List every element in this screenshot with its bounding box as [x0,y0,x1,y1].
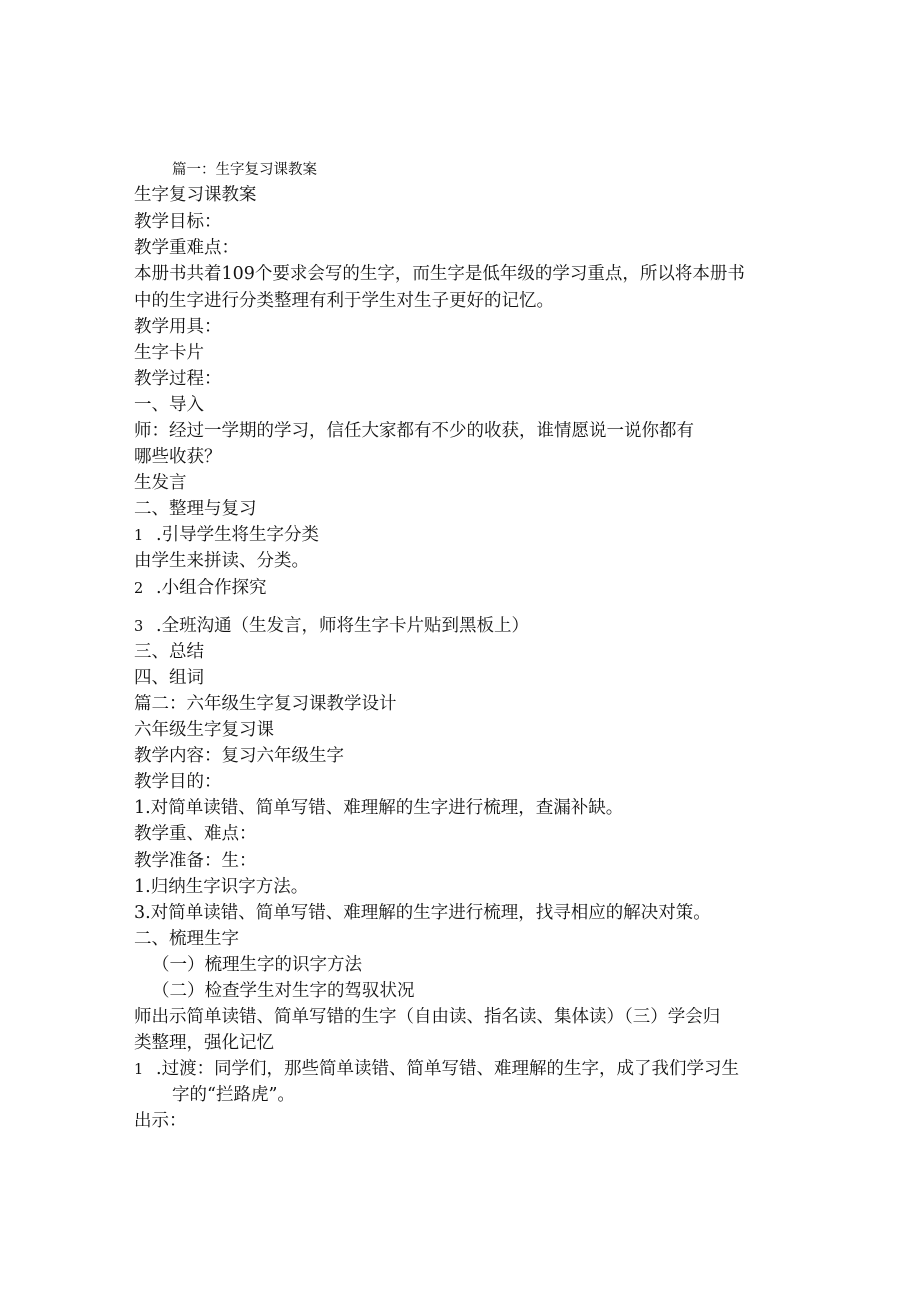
text-line: 本册书共着109个要求会写的生字，而生字是低年级的学习重点，所以将本册书 [134,264,745,284]
list-number: 3 [134,619,144,635]
list-text: .引导学生将生字分类 [156,525,320,545]
text-line: 二、整理与复习 [134,499,257,519]
doc-title-2: 六年级生字复习课 [134,720,274,740]
text-line: 生发言 [134,473,187,493]
text-line: 1.对简单读错、简单写错、难理解的生字进行梳理，查漏补缺。 [134,798,624,818]
text-line: 字的“拦路虎”。 [172,1085,295,1105]
text-line: 由学生来拼读、分类。 [134,551,309,571]
text-line: 教学目的： [134,772,222,792]
text-line: 类整理，强化记忆 [134,1033,274,1053]
list-text: .全班沟通（生发言，师将生字卡片贴到黑板上） [156,616,530,636]
list-item [134,1058,739,1081]
section-heading-1: 篇一：生字复习课教案 [172,162,317,178]
text-line: 出示： [134,1111,187,1131]
text-line: 3.对简单读错、简单写错、难理解的生字进行梳理，找寻相应的解决对策。 [134,903,711,923]
list-number: 2 [134,581,144,597]
list-number: 1 [134,528,144,544]
text-line: 中的生字进行分类整理有利于学生对生子更好的记忆。 [134,291,554,311]
text-line: （一）梳理生字的识字方法 [152,955,362,975]
text-line: 教学重、难点： [134,824,257,844]
text-line: 师：经过一学期的学习，信任大家都有不少的收获，谁情愿说一说你都有 [134,421,694,441]
text-line: 四、组词 [134,668,204,688]
text-line: 师出示简单读错、简单写错的生字（自由读、指名读、集体读）（三）学会归 [134,1007,721,1027]
list-text: .小组合作探究 [156,578,267,598]
doc-title-1: 生字复习课教案 [134,185,257,205]
text-line: 教学目标： [134,212,222,232]
list-item [134,615,529,638]
text-line: 二、梳理生字 [134,929,239,949]
list-item [134,524,319,547]
text-line: 哪些收获？ [134,447,222,467]
section-heading-2: 篇二：六年级生字复习课教学设计 [134,694,397,714]
text-line: 教学重难点： [134,238,239,258]
text-line: 教学准备：生： [134,851,257,871]
text-line: （二）检查学生对生字的驾驭状况 [152,981,415,1001]
list-text: .过渡：同学们，那些简单读错、简单写错、难理解的生字，成了我们学习生 [156,1059,740,1079]
text-line: 教学过程： [134,369,222,389]
text-line: 1.归纳生字识字方法。 [134,877,309,897]
list-number: 1 [134,1062,144,1078]
text-line: 一、导入 [134,395,204,415]
list-item [134,577,267,600]
text-line: 教学内容：复习六年级生字 [134,746,344,766]
text-line: 生字卡片 [134,343,204,363]
text-line: 三、总结 [134,642,204,662]
text-line: 教学用具： [134,317,222,337]
